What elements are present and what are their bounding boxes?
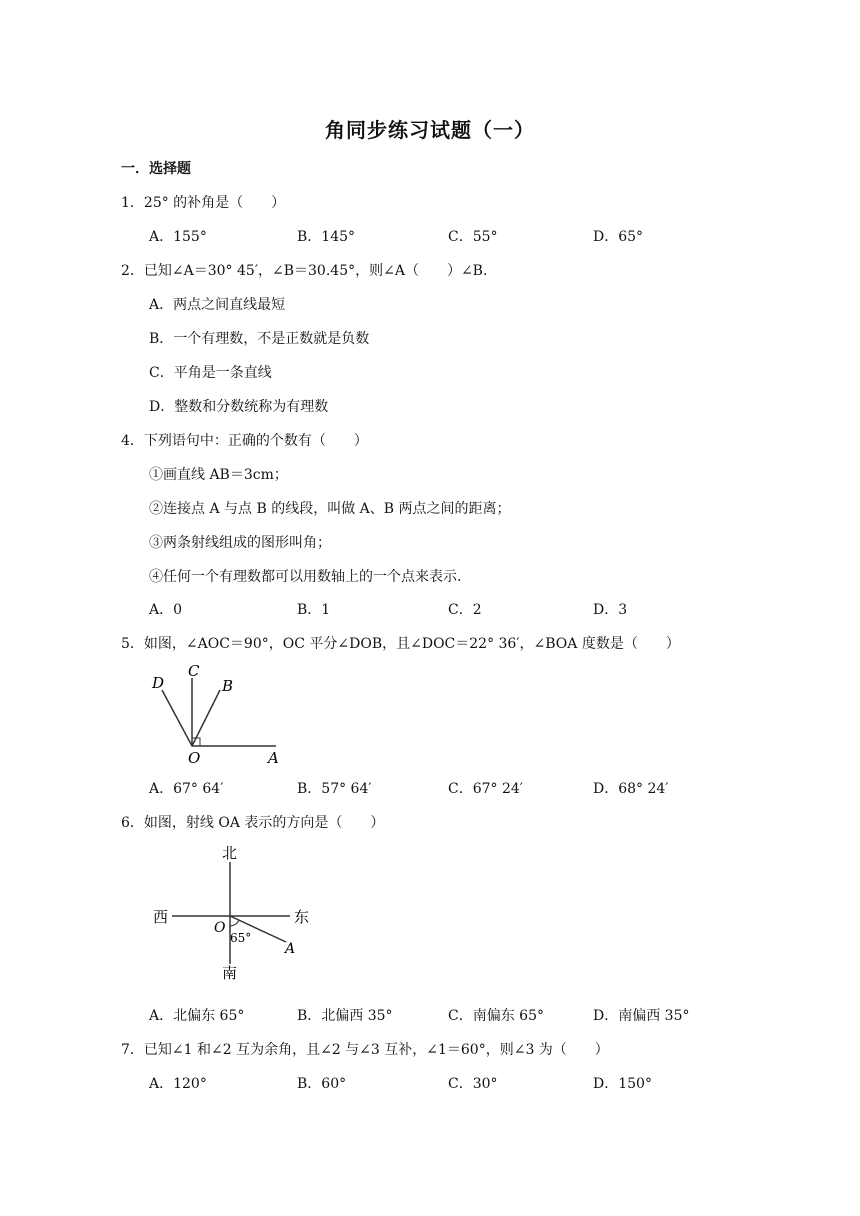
q5-option-c: C．67° 24′ <box>448 781 523 797</box>
q5-option-d: D．68° 24′ <box>593 781 669 797</box>
q4-option-c: C．2 <box>448 602 482 618</box>
q5-option-b: B．57° 64′ <box>297 781 372 797</box>
ray-od <box>162 690 192 746</box>
label-north: 北 <box>222 844 238 862</box>
section-heading: 一．选择题 <box>121 161 191 177</box>
q4-option-a: A．0 <box>149 602 183 618</box>
q2-option-c: C．平角是一条直线 <box>149 365 272 381</box>
angle-arc <box>230 920 239 926</box>
question-7-stem: 7．已知∠1 和∠2 互为余角，且∠2 与∠3 互补，∠1＝60°，则∠3 为（ ） <box>121 1042 609 1058</box>
label-a: A <box>285 941 296 957</box>
label-c: C <box>188 662 200 680</box>
q5-option-a: A．67° 64′ <box>149 781 224 797</box>
page-title: 角同步练习试题（一） <box>325 118 535 142</box>
q1-option-c: C．55° <box>448 229 498 245</box>
q6-option-b: B．北偏西 35° <box>297 1008 393 1024</box>
label-south: 南 <box>222 964 238 982</box>
q1-option-d: D．65° <box>593 229 644 245</box>
q6-compass-figure <box>150 840 320 985</box>
q4-option-d: D．3 <box>593 602 628 618</box>
question-4-stem: 4．下列语句中：正确的个数有（ ） <box>121 433 368 449</box>
q5-angle-figure <box>148 660 288 768</box>
label-west: 西 <box>153 908 169 926</box>
q1-option-b: B．145° <box>297 229 356 245</box>
q2-option-a: A．两点之间直线最短 <box>149 297 286 313</box>
q4-statement-1: ①画直线 AB＝3cm； <box>149 467 288 483</box>
q4-statement-4: ④任何一个有理数都可以用数轴上的一个点来表示． <box>149 569 471 585</box>
question-1-stem: 1．25° 的补角是（ ） <box>121 195 286 211</box>
question-6-stem: 6．如图，射线 OA 表示的方向是（ ） <box>121 815 385 831</box>
q7-option-d: D．150° <box>593 1076 652 1092</box>
q6-option-d: D．南偏西 35° <box>593 1008 690 1024</box>
label-a: A <box>268 749 279 767</box>
label-d: D <box>152 674 165 692</box>
q2-option-b: B．一个有理数，不是正数就是负数 <box>149 331 370 347</box>
q4-statement-2: ②连接点 A 与点 B 的线段，叫做 A、B 两点之间的距离； <box>149 501 511 517</box>
q2-option-d: D．整数和分数统称为有理数 <box>149 399 329 415</box>
label-east: 东 <box>294 908 310 926</box>
q7-option-b: B．60° <box>297 1076 347 1092</box>
q6-option-c: C．南偏东 65° <box>448 1008 544 1024</box>
q6-option-a: A．北偏东 65° <box>149 1008 245 1024</box>
q7-option-c: C．30° <box>448 1076 498 1092</box>
q7-option-a: A．120° <box>149 1076 207 1092</box>
label-b: B <box>222 677 234 695</box>
question-5-stem: 5．如图，∠AOC＝90°，OC 平分∠DOB，且∠DOC＝22° 36′，∠BOA 度数是（ ） <box>121 636 680 652</box>
label-o: O <box>214 920 226 936</box>
q4-option-b: B．1 <box>297 602 331 618</box>
question-2-stem: 2．已知∠A＝30° 45′，∠B＝30.45°，则∠A（ ）∠B． <box>121 263 497 279</box>
label-angle: 65° <box>230 931 252 945</box>
q4-statement-3: ③两条射线组成的图形叫角； <box>149 535 331 551</box>
label-o: O <box>188 749 201 767</box>
q1-option-a: A．155° <box>149 229 207 245</box>
